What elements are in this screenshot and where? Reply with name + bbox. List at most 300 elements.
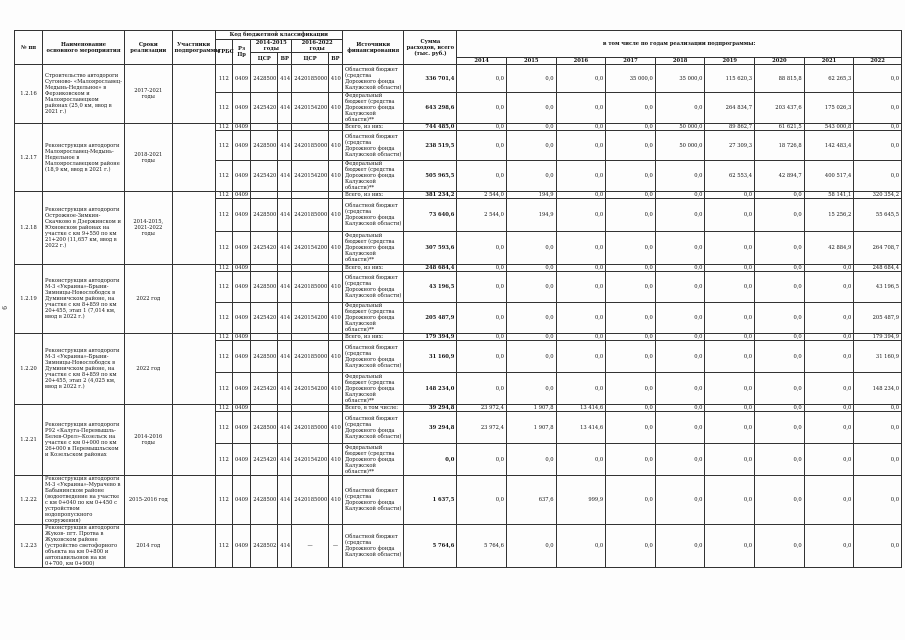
grbs-cell: 112 xyxy=(215,303,232,334)
year-value: 0,0 xyxy=(655,192,705,199)
row-participants xyxy=(172,476,215,525)
csr-cell: 2428500 xyxy=(251,272,278,303)
csr-cell: 2428500 xyxy=(251,131,278,161)
year-value: 0,0 xyxy=(655,341,705,373)
year-value: 0,0 xyxy=(506,341,556,373)
csr-cell: 2420154200 xyxy=(292,373,329,405)
rzpr-cell: 0409 xyxy=(232,199,250,232)
year-value: 0,0 xyxy=(705,265,755,272)
row-participants xyxy=(172,124,215,192)
year-value: 0,0 xyxy=(655,93,705,124)
year-value: 0,0 xyxy=(457,341,507,373)
csr-cell: 2420185000 xyxy=(292,272,329,303)
year-value: 0,0 xyxy=(804,525,854,568)
sum-cell: 73 640,6 xyxy=(404,199,457,232)
year-value: 0,0 xyxy=(556,161,606,192)
vr-cell xyxy=(278,334,292,341)
year-value: 0,0 xyxy=(804,265,854,272)
csr-cell: 2428500 xyxy=(251,476,278,525)
year-value: 0,0 xyxy=(556,192,606,199)
csr-cell: 2420185000 xyxy=(292,341,329,373)
year-value: 264 834,7 xyxy=(705,93,755,124)
year-value: 0,0 xyxy=(755,192,805,199)
year-value: 0,0 xyxy=(705,412,755,444)
year-value: 0,0 xyxy=(655,265,705,272)
csr-cell: 2420154200 xyxy=(292,161,329,192)
header-grbs: ГРБС xyxy=(215,40,232,65)
row-participants xyxy=(172,65,215,124)
year-value: 0,0 xyxy=(705,303,755,334)
grbs-cell: 112 xyxy=(215,341,232,373)
year-value: 5 764,6 xyxy=(457,525,507,568)
year-value: 0,0 xyxy=(655,412,705,444)
grbs-cell: 112 xyxy=(215,525,232,568)
rzpr-cell: 0409 xyxy=(232,476,250,525)
year-value: 0,0 xyxy=(854,131,902,161)
grbs-cell: 112 xyxy=(215,412,232,444)
year-value: 0,0 xyxy=(854,476,902,525)
source-cell: Областной бюджет (средства Дорожного фонда Калужской области) xyxy=(342,525,404,568)
year-value: 194,9 xyxy=(506,192,556,199)
year-value: 0,0 xyxy=(705,373,755,405)
sum-cell: 307 593,6 xyxy=(404,232,457,265)
source-cell: Областной бюджет (средства Дорожного фонда Калужской области) xyxy=(342,199,404,232)
year-value: 0,0 xyxy=(506,373,556,405)
year-value: 142 483,4 xyxy=(804,131,854,161)
row-number: 1.2.21 xyxy=(15,405,43,476)
header-year: 2014 xyxy=(457,58,507,65)
budget-table xyxy=(14,30,902,568)
rzpr-cell: 0409 xyxy=(232,334,250,341)
total-sum: 381 234,2 xyxy=(404,192,457,199)
csr-cell: — xyxy=(292,525,329,568)
year-value: 0,0 xyxy=(606,124,656,131)
year-value: 0,0 xyxy=(755,232,805,265)
year-value: 0,0 xyxy=(556,232,606,265)
year-value: 0,0 xyxy=(606,232,656,265)
vr-cell xyxy=(328,334,342,341)
row-name: Реконструкция автодороги Р92 «Калуга-Перемышль-Белев-Орел»-Козельск на участке с км 0+000 по км 26+000 в Перемышльском и Козельском районах xyxy=(43,405,125,476)
table-row-total xyxy=(15,192,902,199)
row-term: 2018-2021 годы xyxy=(125,124,172,192)
source-cell: Областной бюджет (средства Дорожного фонда Калужской области) xyxy=(342,272,404,303)
year-value: 0,0 xyxy=(606,93,656,124)
year-value: 50 000,0 xyxy=(655,124,705,131)
year-value: 0,0 xyxy=(655,161,705,192)
header-year: 2019 xyxy=(705,58,755,65)
csr-cell: 2428500 xyxy=(251,341,278,373)
grbs-cell: 112 xyxy=(215,373,232,405)
year-value: 62 265,3 xyxy=(804,65,854,93)
rzpr-cell: 0409 xyxy=(232,341,250,373)
rzpr-cell: 0409 xyxy=(232,65,250,93)
vr-cell: 410 xyxy=(328,65,342,93)
csr-cell: 2420154200 xyxy=(292,93,329,124)
csr-cell: 2425420 xyxy=(251,373,278,405)
header-name: Наименование основного мероприятия xyxy=(43,31,125,65)
table-row xyxy=(15,476,902,525)
grbs-cell: 112 xyxy=(215,65,232,93)
year-value: 0,0 xyxy=(457,131,507,161)
csr-cell: 2420185000 xyxy=(292,199,329,232)
year-value: 0,0 xyxy=(854,65,902,93)
year-value: 0,0 xyxy=(606,405,656,412)
rzpr-cell: 0409 xyxy=(232,232,250,265)
vr-cell: 414 xyxy=(278,65,292,93)
year-value: 0,0 xyxy=(556,303,606,334)
year-value: 0,0 xyxy=(804,373,854,405)
total-sum: 39 294,8 xyxy=(404,405,457,412)
row-number: 1.2.17 xyxy=(15,124,43,192)
year-value: 0,0 xyxy=(506,93,556,124)
row-term: 2015-2016 год xyxy=(125,476,172,525)
vr-cell xyxy=(328,265,342,272)
vr-cell: 414 xyxy=(278,476,292,525)
vr-cell: 414 xyxy=(278,161,292,192)
rzpr-cell: 0409 xyxy=(232,525,250,568)
grbs-cell: 112 xyxy=(215,131,232,161)
year-value: 0,0 xyxy=(705,341,755,373)
year-value: 0,0 xyxy=(606,412,656,444)
source-cell: Федеральный бюджет (средства Дорожного фонда Калужской области)** xyxy=(342,303,404,334)
csr-cell xyxy=(292,192,329,199)
csr-cell: 2428500 xyxy=(251,65,278,93)
vr-cell: 410 xyxy=(328,303,342,334)
header-vr2: ВР xyxy=(328,53,342,65)
row-name: Реконструкция автодороги Острожное-Зимкин-Скачково в Дзержинском и Юхновском районах на участке с км 9+550 по км 21+200 (11,657 км, ввод в 2022 г.) xyxy=(43,192,125,265)
vr-cell: 414 xyxy=(278,232,292,265)
year-value: 400 517,4 xyxy=(804,161,854,192)
year-value: 0,0 xyxy=(606,192,656,199)
vr-cell xyxy=(278,405,292,412)
total-label: Всего, в том числе: xyxy=(342,405,404,412)
year-value: 0,0 xyxy=(556,265,606,272)
year-value: 0,0 xyxy=(506,131,556,161)
year-value: 0,0 xyxy=(804,341,854,373)
rzpr-cell: 0409 xyxy=(232,124,250,131)
sum-cell: 205 487,9 xyxy=(404,303,457,334)
total-label: Всего, из них: xyxy=(342,124,404,131)
csr-cell xyxy=(292,334,329,341)
header-rzpr: Рз Пр xyxy=(232,40,250,65)
row-participants xyxy=(172,334,215,405)
year-value: 27 309,3 xyxy=(705,131,755,161)
table-row-total xyxy=(15,405,902,412)
row-number: 1.2.20 xyxy=(15,334,43,405)
year-value: 35 000,0 xyxy=(606,65,656,93)
table-row-total xyxy=(15,265,902,272)
vr-cell: 414 xyxy=(278,272,292,303)
year-value: 0,0 xyxy=(606,444,656,476)
year-value: 0,0 xyxy=(755,444,805,476)
csr-cell: 2425420 xyxy=(251,444,278,476)
year-value: 43 196,5 xyxy=(854,272,902,303)
year-value: 0,0 xyxy=(556,373,606,405)
grbs-cell: 112 xyxy=(215,161,232,192)
year-value: 0,0 xyxy=(854,412,902,444)
year-value: 0,0 xyxy=(755,272,805,303)
year-value: 0,0 xyxy=(655,444,705,476)
year-value: 0,0 xyxy=(606,341,656,373)
table-row-total xyxy=(15,124,902,131)
grbs-cell: 112 xyxy=(215,199,232,232)
total-label: Всего, из них: xyxy=(342,334,404,341)
year-value: 0,0 xyxy=(755,476,805,525)
year-value: 0,0 xyxy=(457,124,507,131)
year-value: 62 553,4 xyxy=(705,161,755,192)
sum-cell: 148 234,0 xyxy=(404,373,457,405)
vr-cell xyxy=(278,192,292,199)
year-value: 15 256,2 xyxy=(804,199,854,232)
year-value: 31 160,9 xyxy=(854,341,902,373)
rzpr-cell: 0409 xyxy=(232,303,250,334)
header-vr1: ВР xyxy=(278,53,292,65)
source-cell: Федеральный бюджет (средства Дорожного фонда Калужской области)** xyxy=(342,444,404,476)
year-value: 0,0 xyxy=(804,444,854,476)
year-value: 0,0 xyxy=(457,373,507,405)
header-csr1: ЦСР xyxy=(251,53,278,65)
vr-cell: 414 xyxy=(278,131,292,161)
sum-cell: 39 294,8 xyxy=(404,412,457,444)
year-value: 0,0 xyxy=(755,412,805,444)
csr-cell: 2425420 xyxy=(251,232,278,265)
total-sum: 744 485,0 xyxy=(404,124,457,131)
year-value: 0,0 xyxy=(705,199,755,232)
sum-cell: 43 196,5 xyxy=(404,272,457,303)
row-name: Реконструкция автодороги Жуков- пгт. Протва в Жуковском районе (устройство светофорного объекта на км 0+800 и автопавильонов на км 0+700, км 0+900) xyxy=(43,525,125,568)
csr-cell: 2425420 xyxy=(251,303,278,334)
sum-cell: 0,0 xyxy=(404,444,457,476)
year-value: 58 141,1 xyxy=(804,192,854,199)
year-value: 0,0 xyxy=(854,161,902,192)
year-value: 248 684,4 xyxy=(854,265,902,272)
grbs-cell: 112 xyxy=(215,444,232,476)
csr-cell xyxy=(251,192,278,199)
sum-cell: 238 519,5 xyxy=(404,131,457,161)
grbs-cell: 112 xyxy=(215,272,232,303)
header-by-years: в том числе по годам реализации подпрограммы: xyxy=(457,31,902,58)
year-value: 0,0 xyxy=(506,303,556,334)
year-value: 264 708,7 xyxy=(854,232,902,265)
vr-cell: 410 xyxy=(328,476,342,525)
year-value: 50 000,0 xyxy=(655,131,705,161)
year-value: 1 907,8 xyxy=(506,412,556,444)
csr-cell: 2420185000 xyxy=(292,476,329,525)
vr-cell xyxy=(328,405,342,412)
source-cell: Областной бюджет (средства Дорожного фонда Калужской области) xyxy=(342,65,404,93)
year-value: 0,0 xyxy=(755,405,805,412)
year-value: 0,0 xyxy=(506,272,556,303)
year-value: 0,0 xyxy=(854,93,902,124)
year-value: 0,0 xyxy=(556,93,606,124)
total-sum: 179 394,9 xyxy=(404,334,457,341)
year-value: 115 620,3 xyxy=(705,65,755,93)
header-year: 2017 xyxy=(606,58,656,65)
vr-cell: 414 xyxy=(278,93,292,124)
vr-cell: 414 xyxy=(278,303,292,334)
sum-cell: 5 764,6 xyxy=(404,525,457,568)
year-value: 0,0 xyxy=(556,124,606,131)
grbs-cell: 112 xyxy=(215,232,232,265)
year-value: 0,0 xyxy=(854,124,902,131)
csr-cell: 2420154200 xyxy=(292,232,329,265)
csr-cell xyxy=(251,265,278,272)
source-cell: Федеральный бюджет (средства Дорожного фонда Калужской области)** xyxy=(342,161,404,192)
grbs-cell: 112 xyxy=(215,93,232,124)
year-value: 0,0 xyxy=(755,525,805,568)
row-participants xyxy=(172,192,215,265)
year-value: 0,0 xyxy=(506,444,556,476)
year-value: 0,0 xyxy=(755,334,805,341)
year-value: 89 862,7 xyxy=(705,124,755,131)
year-value: 148 234,0 xyxy=(854,373,902,405)
header-year: 2018 xyxy=(655,58,705,65)
csr-cell xyxy=(292,405,329,412)
grbs-cell: 112 xyxy=(215,405,232,412)
year-value: 0,0 xyxy=(804,476,854,525)
year-value: 637,6 xyxy=(506,476,556,525)
row-participants xyxy=(172,405,215,476)
csr-cell: 2425420 xyxy=(251,161,278,192)
sum-cell: 336 701,4 xyxy=(404,65,457,93)
grbs-cell: 112 xyxy=(215,265,232,272)
grbs-cell: 112 xyxy=(215,476,232,525)
vr-cell: 410 xyxy=(328,373,342,405)
year-value: 0,0 xyxy=(705,444,755,476)
year-value: 179 394,9 xyxy=(854,334,902,341)
year-value: 0,0 xyxy=(755,265,805,272)
year-value: 0,0 xyxy=(655,199,705,232)
source-cell: Федеральный бюджет (средства Дорожного фонда Калужской области)** xyxy=(342,373,404,405)
year-value: 2 544,0 xyxy=(457,192,507,199)
year-value: 0,0 xyxy=(755,341,805,373)
header-year: 2016 xyxy=(556,58,606,65)
row-number: 1.2.18 xyxy=(15,192,43,265)
year-value: 0,0 xyxy=(804,405,854,412)
year-value: 13 414,6 xyxy=(556,405,606,412)
year-value: 42 884,9 xyxy=(804,232,854,265)
row-term: 2017-2021 годы xyxy=(125,65,172,124)
year-value: 0,0 xyxy=(655,405,705,412)
year-value: 0,0 xyxy=(506,124,556,131)
year-value: 203 437,6 xyxy=(755,93,805,124)
year-value: 23 972,4 xyxy=(457,405,507,412)
year-value: 0,0 xyxy=(556,65,606,93)
row-name: Реконструкция автодороги М-3 «Украина»-Брыни-Зимницы-Новослободск в Думиничском районе, на участке с км 8+859 по км 20+455, этап 2 (4,025 км, ввод в 2022 г.) xyxy=(43,334,125,405)
vr-cell xyxy=(278,265,292,272)
total-label: Всего, из них: xyxy=(342,265,404,272)
csr-cell: 2420154200 xyxy=(292,444,329,476)
year-value: 0,0 xyxy=(457,476,507,525)
csr-cell: 2420185000 xyxy=(292,131,329,161)
year-value: 0,0 xyxy=(506,161,556,192)
year-value: 0,0 xyxy=(854,405,902,412)
table-row xyxy=(15,65,902,93)
vr-cell: 410 xyxy=(328,93,342,124)
vr-cell: 414 xyxy=(278,373,292,405)
year-value: 0,0 xyxy=(755,199,805,232)
csr-cell xyxy=(251,334,278,341)
year-value: 0,0 xyxy=(655,232,705,265)
year-value: 0,0 xyxy=(606,476,656,525)
year-value: 320 354,2 xyxy=(854,192,902,199)
year-value: 0,0 xyxy=(804,303,854,334)
header-source: Источники финансирования xyxy=(342,31,404,65)
csr-cell xyxy=(251,405,278,412)
csr-cell: 2420185000 xyxy=(292,412,329,444)
year-value: 2 544,0 xyxy=(457,199,507,232)
year-value: 0,0 xyxy=(457,65,507,93)
year-value: 0,0 xyxy=(457,272,507,303)
vr-cell: 414 xyxy=(278,341,292,373)
header-period1: 2014-2015 годы xyxy=(251,40,292,53)
rzpr-cell: 0409 xyxy=(232,412,250,444)
source-cell: Областной бюджет (средства Дорожного фонда Калужской области) xyxy=(342,476,404,525)
year-value: 23 972,4 xyxy=(457,412,507,444)
year-value: 42 894,7 xyxy=(755,161,805,192)
year-value: 999,9 xyxy=(556,476,606,525)
rzpr-cell: 0409 xyxy=(232,161,250,192)
rzpr-cell: 0409 xyxy=(232,272,250,303)
year-value: 0,0 xyxy=(457,444,507,476)
year-value: 0,0 xyxy=(457,265,507,272)
vr-cell: 410 xyxy=(328,412,342,444)
total-label: Всего, из них: xyxy=(342,192,404,199)
csr-cell xyxy=(292,124,329,131)
year-value: 88 815,8 xyxy=(755,65,805,93)
year-value: 0,0 xyxy=(804,334,854,341)
row-name: Строительство автодороги Сугоново- «Малоярославец-Медынь-Недельное» в Ферзиковском и Малоярославецком районах (25,0 км, ввод в 2021 г.) xyxy=(43,65,125,124)
year-value: 0,0 xyxy=(606,199,656,232)
year-value: 0,0 xyxy=(606,373,656,405)
vr-cell xyxy=(328,124,342,131)
year-value: 0,0 xyxy=(506,65,556,93)
year-value: 0,0 xyxy=(655,476,705,525)
year-value: 0,0 xyxy=(655,303,705,334)
year-value: 0,0 xyxy=(755,373,805,405)
page-number: 9 xyxy=(0,306,7,310)
year-value: 0,0 xyxy=(556,341,606,373)
year-value: 0,0 xyxy=(606,265,656,272)
year-value: 35 000,0 xyxy=(655,65,705,93)
row-number: 1.2.19 xyxy=(15,265,43,334)
year-value: 0,0 xyxy=(655,334,705,341)
year-value: 0,0 xyxy=(457,303,507,334)
row-participants xyxy=(172,525,215,568)
year-value: 0,0 xyxy=(705,334,755,341)
rzpr-cell: 0409 xyxy=(232,192,250,199)
year-value: 0,0 xyxy=(506,265,556,272)
source-cell: Федеральный бюджет (средства Дорожного фонда Калужской области)** xyxy=(342,232,404,265)
header-year: 2022 xyxy=(854,58,902,65)
vr-cell: 410 xyxy=(328,131,342,161)
total-sum: 248 684,4 xyxy=(404,265,457,272)
sum-cell: 505 965,5 xyxy=(404,161,457,192)
rzpr-cell: 0409 xyxy=(232,93,250,124)
year-value: 0,0 xyxy=(705,525,755,568)
year-value: 194,9 xyxy=(506,199,556,232)
year-value: 543 000,8 xyxy=(804,124,854,131)
year-value: 0,0 xyxy=(606,303,656,334)
rzpr-cell: 0409 xyxy=(232,405,250,412)
header-period2: 2016-2022 годы xyxy=(292,40,343,53)
vr-cell: 414 xyxy=(278,412,292,444)
header-csr2: ЦСР xyxy=(292,53,329,65)
header-term: Сроки реализации xyxy=(125,31,172,65)
csr-cell xyxy=(292,265,329,272)
year-value: 175 026,3 xyxy=(804,93,854,124)
year-value: 0,0 xyxy=(556,444,606,476)
